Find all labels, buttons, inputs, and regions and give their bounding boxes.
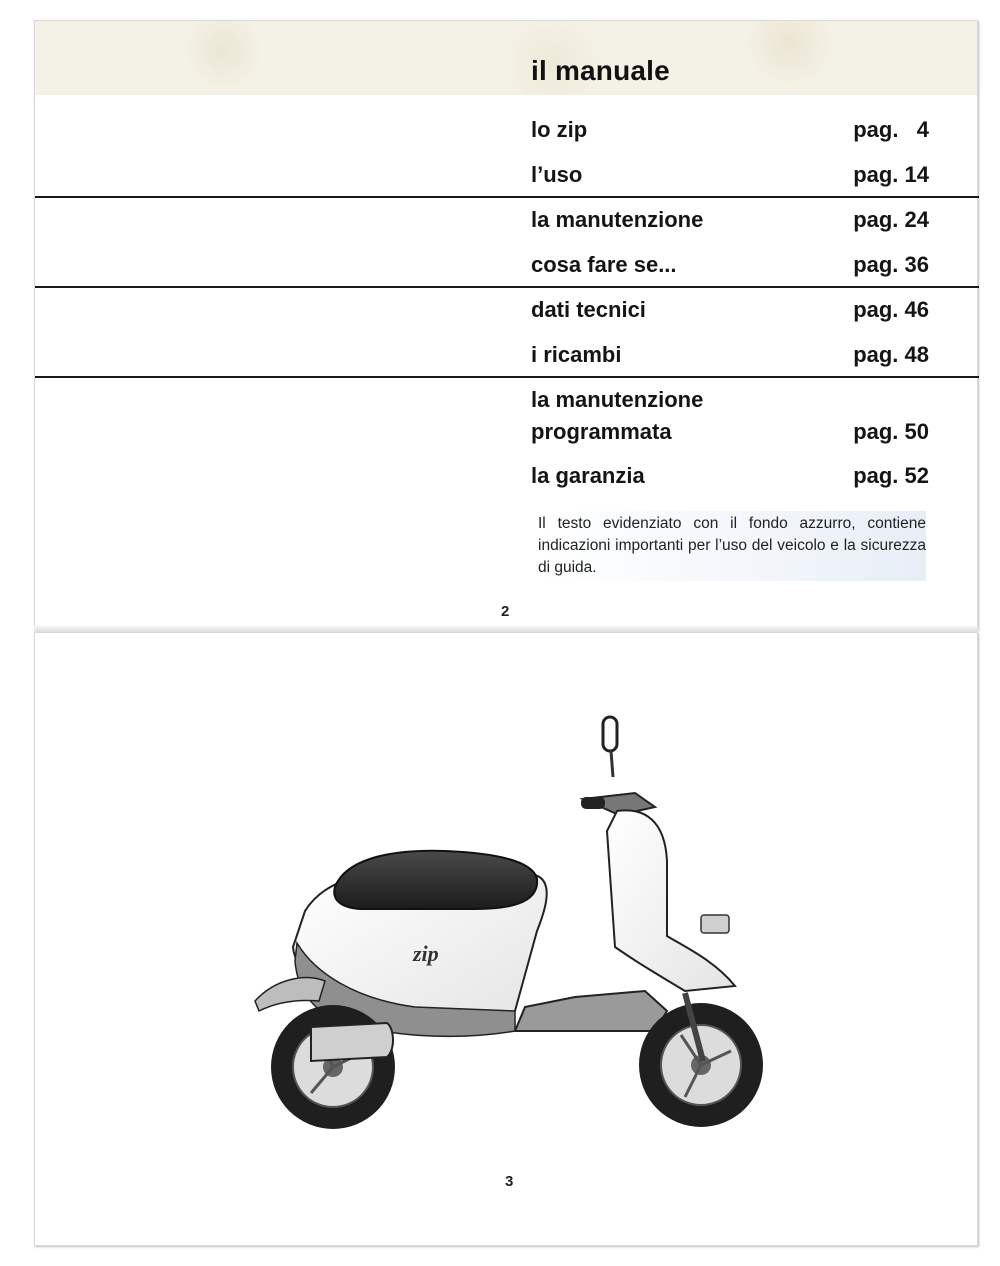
section-divider xyxy=(35,196,979,198)
toc-page: pag. 24 xyxy=(853,207,929,232)
section-divider xyxy=(35,286,979,288)
toc-page: pag. 14 xyxy=(853,162,929,187)
toc-page: pag. 48 xyxy=(853,342,929,367)
toc-label: lo zip xyxy=(531,117,588,142)
toc-entry[interactable] xyxy=(531,117,929,157)
header-band xyxy=(35,21,977,95)
page-number: 2 xyxy=(501,603,510,620)
toc-page: pag. 50 xyxy=(853,419,929,444)
toc-page: pag. 52 xyxy=(853,463,929,488)
page-3 xyxy=(34,632,978,1246)
toc-label: dati tecnici xyxy=(531,297,646,322)
floorboard xyxy=(515,991,667,1031)
toc-page: pag. 46 xyxy=(853,297,929,322)
toc-label: cosa fare se... xyxy=(531,252,677,277)
zip-logo: zip xyxy=(413,941,439,966)
exhaust xyxy=(311,1023,393,1061)
toc-page: pag. 4 xyxy=(853,117,929,142)
seat xyxy=(334,851,537,909)
toc-label: la manutenzione xyxy=(531,387,704,412)
toc-entry[interactable] xyxy=(531,387,929,457)
toc-page: pag. 36 xyxy=(853,252,929,277)
toc-label: la manutenzione xyxy=(531,207,704,232)
toc-entry[interactable] xyxy=(531,207,929,247)
safety-note: Il testo evidenziato con il fondo azzurro, contiene indicazioni importanti per l’uso del veicolo e la sicurezza di guida. xyxy=(535,511,926,581)
section-divider xyxy=(35,376,979,378)
page-number: 3 xyxy=(505,1173,514,1190)
toc-entry[interactable] xyxy=(531,297,929,337)
page-title: il manuale xyxy=(531,55,670,86)
front-shield xyxy=(607,810,735,991)
toc-label: i ricambi xyxy=(531,342,622,367)
toc-label: l’uso xyxy=(531,162,583,187)
front-wheel xyxy=(639,1003,763,1127)
toc-label: la garanzia xyxy=(531,463,645,488)
toc-entry[interactable] xyxy=(531,463,929,503)
page-2 xyxy=(34,20,978,630)
mirror xyxy=(603,717,617,777)
scooter-illustration xyxy=(215,711,805,1141)
headlight xyxy=(701,915,729,933)
toc-label-line2: programmata xyxy=(531,419,672,444)
